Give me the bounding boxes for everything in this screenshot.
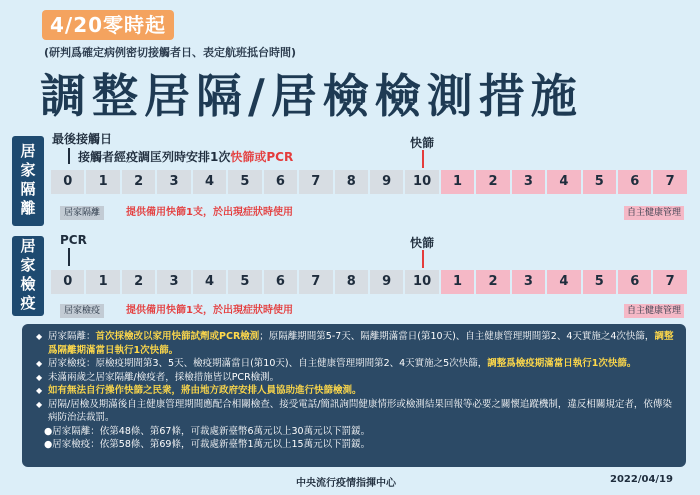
rapid-label-2: 快篩 (410, 236, 435, 250)
info-item (36, 357, 674, 371)
info-highlight: 調整爲隔離期滿當日執行1次快篩。 (48, 331, 674, 356)
page-title: 調整居隔/居檢檢測措施 (40, 69, 583, 123)
day-cell: 2 (476, 270, 509, 294)
isolation-bar-label: 居家隔離 (60, 206, 104, 220)
quarantine-bar-text: 提供備用快篩1支，於出現症狀時使用 (126, 305, 293, 316)
day-cell: 6 (264, 170, 297, 194)
self-health-bar-2: 自主健康管理 (624, 304, 684, 318)
day-cell: 7 (653, 170, 686, 194)
contact-desc (78, 148, 293, 165)
day-cell: 2 (122, 270, 155, 294)
info-item (36, 384, 674, 398)
day-cell: 6 (618, 170, 651, 194)
contact-desc-text: 接觸者經疫調匡列時安排1次 (78, 150, 231, 164)
day-cell: 7 (653, 270, 686, 294)
last-contact-marker (68, 148, 70, 164)
day-cell: 5 (583, 270, 616, 294)
info-highlight: 首次採檢改以家用快篩試劑或PCR檢測 (95, 331, 260, 342)
info-highlight: 調整爲檢疫期滿當日執行1次快篩。 (487, 358, 637, 369)
pcr-marker (68, 248, 70, 266)
day-cell: 0 (51, 170, 84, 194)
info-text: 未滿兩歲之居家隔離/檢疫者，採檢措施皆以PCR檢測。 (48, 371, 280, 383)
day-cell: 3 (512, 270, 545, 294)
self-health-bar-1: 自主健康管理 (624, 206, 684, 220)
day-cell: 1 (441, 270, 474, 294)
day-cell: 4 (547, 270, 580, 294)
day-track-1 (51, 170, 687, 194)
rapid-marker-2 (422, 250, 424, 268)
info-text: 居家檢疫：原檢疫期間第3、5天、檢疫期滿當日(第10天)、自主健康管理期間第2、4天實施之5次快篩， (48, 358, 488, 369)
isolation-bar-text: 提供備用快篩1支，於出現症狀時使用 (126, 207, 293, 218)
pcr-label: PCR (60, 233, 87, 247)
day-cell: 10 (405, 270, 438, 294)
info-highlight: 如有無法自行操作快篩之民衆，將由地方政府安排人員協助進行快篩檢測。 (48, 385, 362, 396)
day-cell: 8 (335, 270, 368, 294)
day-cell: 2 (476, 170, 509, 194)
last-contact-label: 最後接觸日 (52, 132, 113, 146)
day-cell: 6 (618, 270, 651, 294)
day-cell: 9 (370, 170, 403, 194)
day-cell: 1 (86, 270, 119, 294)
day-cell: 4 (193, 170, 226, 194)
info-text: 居隔/居檢及期滿後自主健康管理期間應配合相關檢查、接受電話/簡訊詢問健康情形或檢測結果回報等必要之關懷追蹤機制，違反相關規定者，依傳染病防治法裁罰。 (48, 398, 672, 423)
rapid-label-1: 快篩 (410, 136, 435, 150)
day-cell: 7 (299, 270, 332, 294)
day-cell: 3 (157, 170, 190, 194)
side-label-quarantine: 居家檢疫 (12, 236, 44, 316)
day-cell: 5 (228, 270, 261, 294)
day-track-2 (51, 270, 687, 294)
day-cell: 10 (405, 170, 438, 194)
contact-desc-red: 快篩或PCR (230, 150, 294, 164)
day-cell: 9 (370, 270, 403, 294)
day-cell: 7 (299, 170, 332, 194)
day-cell: 3 (512, 170, 545, 194)
day-cell: 6 (264, 270, 297, 294)
info-item (36, 371, 674, 385)
quarantine-bar-label: 居家檢疫 (60, 304, 104, 318)
day-cell: 3 (157, 270, 190, 294)
day-cell: 4 (193, 270, 226, 294)
info-sub-item: ●居家隔離：依第48條、第67條，可裁處新臺幣6萬元以上30萬元以下罰鍰。 (44, 425, 371, 437)
day-cell: 5 (228, 170, 261, 194)
footer-org: 中央流行疫情指揮中心 (296, 478, 396, 489)
info-item (36, 398, 674, 425)
date-tag: 4/20零時起 (42, 10, 174, 40)
subnote: (研判爲確定病例密切接觸者日、表定航班抵台時間) (44, 46, 297, 59)
day-cell: 4 (547, 170, 580, 194)
rapid-marker-1 (422, 150, 424, 168)
day-cell: 2 (122, 170, 155, 194)
info-text: 居家隔離： (48, 331, 96, 342)
day-cell: 8 (335, 170, 368, 194)
info-text: ；原隔離期間第5-7天、隔離期滿當日(第10天)、自主健康管理期間第2、4天實施之4次快篩， (259, 331, 655, 342)
day-cell: 1 (86, 170, 119, 194)
info-panel (22, 324, 686, 467)
footer-date: 2022/04/19 (610, 474, 673, 485)
day-cell: 5 (583, 170, 616, 194)
day-cell: 1 (441, 170, 474, 194)
day-cell: 0 (51, 270, 84, 294)
side-label-isolation: 居家隔離 (12, 136, 44, 226)
info-item (36, 330, 674, 357)
info-sub-item: ●居家檢疫：依第58條、第69條，可裁處新臺幣1萬元以上15萬元以下罰鍰。 (44, 439, 371, 450)
